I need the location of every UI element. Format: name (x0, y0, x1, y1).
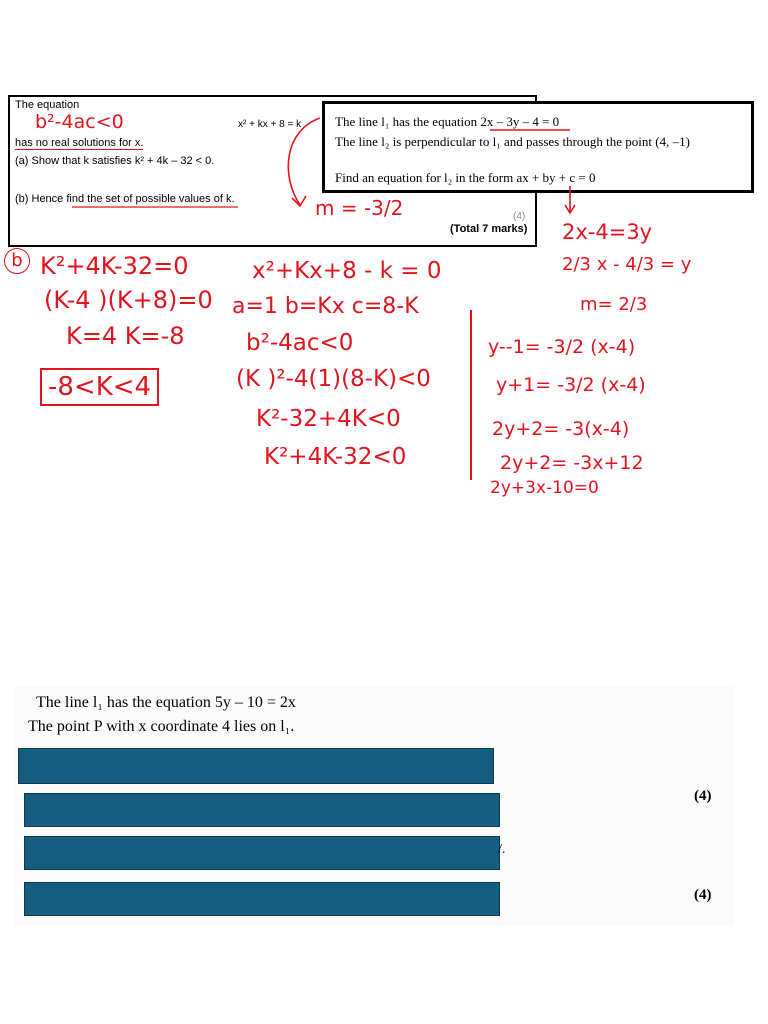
work-right-line-1: 2x-4=3y (562, 220, 653, 244)
q2-line-3: Find an equation for l₂ in the form ax + by + c = 0 (335, 170, 596, 185)
work-mid-line-3: b²-4ac<0 (246, 330, 354, 356)
work-b-line-3: K=4 K=-8 (66, 322, 185, 350)
work-b-line-1: K²+4K-32=0 (40, 252, 189, 280)
work-mid-line-2: a=1 b=Kx c=8-K (232, 294, 419, 319)
work-right-line-7: 2y+2= -3x+12 (500, 452, 644, 474)
q2-line-1: The line l₁ has the equation 2x – 3y – 4 = 0 (335, 114, 560, 129)
work-mid-line-5: K²-32+4K<0 (256, 406, 401, 432)
work-right-line-3: m= 2/3 (580, 294, 648, 315)
work-divider (470, 310, 472, 480)
work-mid-line-1: x²+Kx+8 - k = 0 (252, 258, 442, 284)
q1-equation: x² + kx + 8 = k (238, 119, 302, 130)
work-right-line-5: y+1= -3/2 (x-4) (496, 374, 646, 396)
q2-annotation-gradient: m = -3/2 (315, 196, 404, 220)
q1-condition: has no real solutions for x. (15, 137, 144, 149)
q1-part-b: (b) Hence find the set of possible values of k. (15, 193, 235, 205)
redaction-bar-4 (24, 882, 500, 916)
q3-marks-1: (4) (694, 788, 712, 804)
annotation-arrows (0, 0, 768, 260)
q3-line-1: The line l₁ has the equation 5y – 10 = 2x (36, 694, 296, 711)
redaction-bar-3 (24, 836, 500, 870)
q1-part-a: (a) Show that k satisfies k² + 4k – 32 < 0. (15, 155, 215, 167)
q3-line-2: The point P with x coordinate 4 lies on l₁. (28, 718, 295, 735)
work-b-line-2: (K-4 )(K+8)=0 (44, 286, 213, 314)
work-mid-line-6: K²+4K-32<0 (264, 444, 407, 470)
q3-marks-2: (4) (694, 887, 712, 903)
work-right-line-4: y--1= -3/2 (x-4) (488, 336, 636, 358)
q2-line-2: The line l₂ is perpendicular to l₁ and passes through the point (4, –1) (335, 134, 690, 149)
part-b-label: b (4, 248, 30, 274)
q1-total-marks: (Total 7 marks) (450, 223, 528, 235)
work-right-line-6: 2y+2= -3(x-4) (492, 418, 630, 440)
work-right-line-2: 2/3 x - 4/3 = y (562, 254, 692, 275)
q3-stray-text: /. (498, 842, 506, 857)
q1-intro: The equation (15, 99, 80, 111)
redaction-bar-2 (24, 793, 500, 827)
q1-annotation-discriminant: b²-4ac<0 (35, 111, 124, 133)
work-mid-line-4: (K )²-4(1)(8-K)<0 (236, 366, 431, 392)
work-b-answer: -8<K<4 (40, 368, 159, 406)
q1-marks-a: (4) (513, 211, 526, 222)
question-3-area (14, 686, 734, 926)
redaction-bar-1 (18, 748, 494, 784)
work-right-line-8: 2y+3x-10=0 (490, 478, 599, 498)
